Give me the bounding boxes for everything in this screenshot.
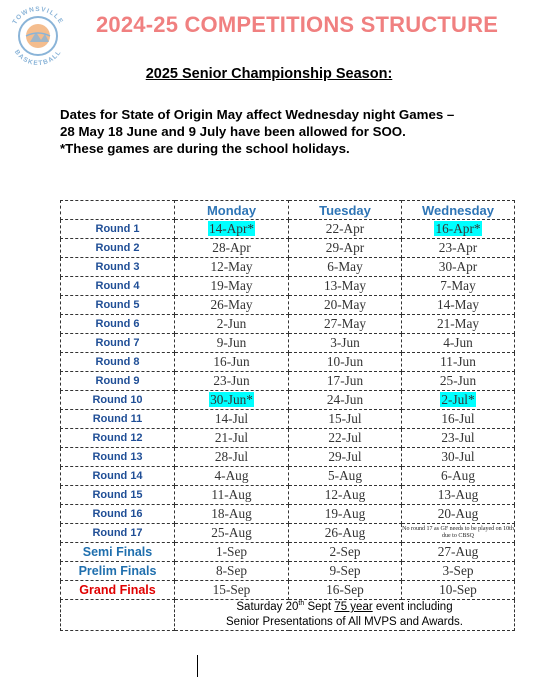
round-label: Semi Finals: [61, 543, 175, 562]
date-cell: [175, 220, 289, 239]
club-logo: [3, 2, 73, 68]
date-cell: [289, 410, 402, 429]
table-row: [61, 372, 515, 391]
table-row: [61, 258, 515, 277]
round-label: Prelim Finals: [61, 562, 175, 581]
table-row: [61, 486, 515, 505]
date-cell: [289, 334, 402, 353]
date-value: 20-Aug: [437, 506, 479, 521]
date-value: 20-May: [323, 297, 367, 312]
date-value: 11-Aug: [211, 487, 252, 502]
page-divider: [197, 655, 198, 677]
date-value: 3-Jun: [330, 335, 360, 350]
note-line: 28 May 18 June and 9 July have been allowed for SOO.: [60, 124, 406, 139]
round-label: Round 8: [61, 353, 175, 372]
event-row: [61, 600, 515, 631]
date-value: 22-Apr: [325, 221, 365, 236]
date-cell: [175, 505, 289, 524]
event-line-1: [175, 600, 514, 615]
date-value: 14-May: [436, 297, 480, 312]
date-cell: [402, 353, 515, 372]
date-value: 3-Sep: [442, 563, 474, 578]
date-value: 2-Jul*: [441, 392, 475, 407]
date-value: 29-Jul: [328, 449, 362, 464]
round-label: Round 2: [61, 239, 175, 258]
date-value: 19-May: [210, 278, 253, 293]
date-value: 10-Sep: [439, 582, 477, 597]
date-cell: [289, 448, 402, 467]
date-value: 15-Sep: [212, 582, 251, 597]
date-cell: [289, 277, 402, 296]
table-row: [61, 524, 515, 543]
date-cell: [402, 296, 515, 315]
date-cell: [175, 467, 289, 486]
table-row: [61, 448, 515, 467]
date-value: 9-Jun: [216, 335, 247, 350]
event-prefix: Saturday 20: [236, 601, 299, 613]
date-cell: [289, 372, 402, 391]
date-cell: [175, 239, 289, 258]
date-value: 24-Jun: [326, 392, 364, 407]
round-label: Round 12: [61, 429, 175, 448]
round-label: Round 11: [61, 410, 175, 429]
event-note: [175, 600, 515, 631]
date-value: 27-Aug: [437, 544, 479, 559]
event-mid: Sept: [304, 601, 335, 613]
page-title: 2024-25 COMPETITIONS STRUCTURE: [96, 12, 499, 37]
table-row: [61, 562, 515, 581]
date-value: 26-May: [210, 297, 253, 312]
logo-top-text: TOWNSVILLE: [11, 6, 65, 26]
date-value: 12-Aug: [324, 487, 366, 502]
date-value: 22-Jul: [328, 430, 362, 445]
event-line-2: Senior Presentations of All MVPS and Awards.: [226, 616, 463, 628]
date-cell: [402, 505, 515, 524]
date-cell: [175, 391, 289, 410]
date-cell: [175, 448, 289, 467]
note-line: Dates for State of Origin May affect Wednesday night Games –: [60, 107, 455, 122]
table-row: [61, 315, 515, 334]
logo-bottom-text: BASKETBALL: [12, 48, 64, 68]
date-value: 9-Sep: [329, 563, 361, 578]
round-label: Round 7: [61, 334, 175, 353]
round-label: Round 5: [61, 296, 175, 315]
date-cell: [175, 524, 289, 543]
schedule-table: [60, 200, 515, 631]
date-value: 10-Jun: [326, 354, 364, 369]
date-cell: [402, 448, 515, 467]
date-value: 12-May: [210, 259, 253, 274]
date-cell: [175, 410, 289, 429]
event-sup: th: [298, 600, 305, 608]
note-line: *These games are during the school holidays.: [60, 141, 350, 156]
table-row: [61, 581, 515, 600]
date-cell: [175, 315, 289, 334]
date-cell: [402, 486, 515, 505]
table-row: [61, 410, 515, 429]
event-anniversary: 75 year: [334, 601, 373, 613]
date-value: 7-May: [440, 278, 476, 293]
date-value: 2-Jun: [216, 316, 247, 331]
date-value: 29-Apr: [325, 240, 365, 255]
date-value: 17-Jun: [326, 373, 364, 388]
date-cell: [175, 562, 289, 581]
date-value: 30-Jun*: [210, 392, 253, 407]
date-value: 13-Aug: [437, 487, 479, 502]
date-cell: [175, 543, 289, 562]
date-value: 16-Jun: [213, 354, 250, 369]
date-value: 1-Sep: [215, 544, 248, 559]
date-cell: [289, 524, 402, 543]
date-cell: [289, 315, 402, 334]
date-value: 16-Jul: [441, 411, 475, 426]
date-value: 11-Jun: [440, 354, 476, 369]
date-cell: [289, 353, 402, 372]
table-row: [61, 353, 515, 372]
table-row: [61, 220, 515, 239]
round-label: Round 6: [61, 315, 175, 334]
date-cell: [175, 581, 289, 600]
table-row: [61, 391, 515, 410]
date-cell: [175, 372, 289, 391]
date-cell: [402, 315, 515, 334]
date-value: 13-May: [323, 278, 367, 293]
svg-text:BASKETBALL: [13, 49, 63, 67]
date-value: 16-Apr*: [435, 221, 481, 236]
round-label: Round 15: [61, 486, 175, 505]
date-cell: [402, 543, 515, 562]
table-row: [61, 429, 515, 448]
date-value: 14-Apr*: [208, 221, 255, 236]
date-value: 14-Jul: [214, 411, 249, 426]
date-value: 4-Aug: [214, 468, 249, 483]
date-value: 27-May: [323, 316, 367, 331]
date-cell: [289, 429, 402, 448]
day-header-monday: Monday: [175, 201, 289, 220]
date-cell: [402, 524, 515, 543]
table-row: [61, 334, 515, 353]
table-row: [61, 277, 515, 296]
date-cell: [175, 277, 289, 296]
date-value: 21-May: [436, 316, 480, 331]
round-label: Round 3: [61, 258, 175, 277]
round-label: Grand Finals: [61, 581, 175, 600]
table-row: [61, 505, 515, 524]
date-cell: [175, 429, 289, 448]
date-value: 8-Sep: [215, 563, 248, 578]
round-note: No round 17 as GF needs to be played on 10th due to CBSQ: [402, 526, 514, 539]
table-row: [61, 239, 515, 258]
date-cell: [289, 467, 402, 486]
date-value: 23-Apr: [438, 240, 478, 255]
date-cell: [289, 258, 402, 277]
date-cell: [175, 353, 289, 372]
date-value: 28-Apr: [212, 240, 251, 255]
event-blank-cell: [61, 600, 175, 631]
date-cell: [289, 391, 402, 410]
date-cell: [402, 372, 515, 391]
round-label: Round 16: [61, 505, 175, 524]
round-label: Round 10: [61, 391, 175, 410]
date-cell: [402, 391, 515, 410]
date-cell: [402, 239, 515, 258]
date-value: 23-Jun: [213, 373, 250, 388]
round-label: Round 13: [61, 448, 175, 467]
date-cell: [289, 296, 402, 315]
round-label: Round 14: [61, 467, 175, 486]
date-cell: [175, 296, 289, 315]
date-value: 6-Aug: [441, 468, 475, 483]
date-value: 5-Aug: [328, 468, 362, 483]
round-label: Round 1: [61, 220, 175, 239]
date-cell: [289, 562, 402, 581]
date-value: 25-Aug: [211, 525, 252, 540]
date-value: 21-Jul: [214, 430, 249, 445]
date-cell: [402, 410, 515, 429]
date-cell: [402, 467, 515, 486]
date-value: 16-Sep: [326, 582, 364, 597]
table-header-row: [61, 201, 515, 220]
date-cell: [289, 543, 402, 562]
date-value: 4-Jun: [443, 335, 473, 350]
date-cell: [289, 581, 402, 600]
table-row: [61, 467, 515, 486]
date-value: 28-Jul: [214, 449, 249, 464]
date-cell: [175, 486, 289, 505]
date-value: 6-May: [327, 259, 363, 274]
day-header-tuesday: Tuesday: [289, 201, 402, 220]
date-value: 19-Aug: [324, 506, 366, 521]
date-value: 18-Aug: [211, 506, 252, 521]
date-cell: [175, 334, 289, 353]
table-row: [61, 296, 515, 315]
date-value: 15-Jul: [328, 411, 362, 426]
date-cell: [289, 505, 402, 524]
date-cell: [175, 258, 289, 277]
date-cell: [402, 258, 515, 277]
table-row: [61, 543, 515, 562]
date-cell: [289, 239, 402, 258]
svg-text:TOWNSVILLE: [11, 6, 64, 26]
date-cell: [402, 220, 515, 239]
date-cell: [289, 220, 402, 239]
round-label: Round 9: [61, 372, 175, 391]
date-value: 23-Jul: [441, 430, 475, 445]
date-cell: [402, 277, 515, 296]
date-cell: [402, 581, 515, 600]
round-label: Round 4: [61, 277, 175, 296]
notes-block: [60, 106, 530, 157]
date-cell: [402, 334, 515, 353]
date-value: 25-Jun: [439, 373, 477, 388]
date-value: 30-Jul: [441, 449, 475, 464]
date-value: 26-Aug: [324, 525, 366, 540]
header-blank-cell: [61, 201, 175, 220]
date-cell: [289, 486, 402, 505]
date-value: 30-Apr: [438, 259, 478, 274]
date-cell: [402, 429, 515, 448]
day-header-wednesday: Wednesday: [402, 201, 515, 220]
date-value: 2-Sep: [329, 544, 361, 559]
date-cell: [402, 562, 515, 581]
round-label: Round 17: [61, 524, 175, 543]
season-heading: 2025 Senior Championship Season:: [145, 66, 393, 82]
event-suffix: event including: [372, 601, 453, 613]
